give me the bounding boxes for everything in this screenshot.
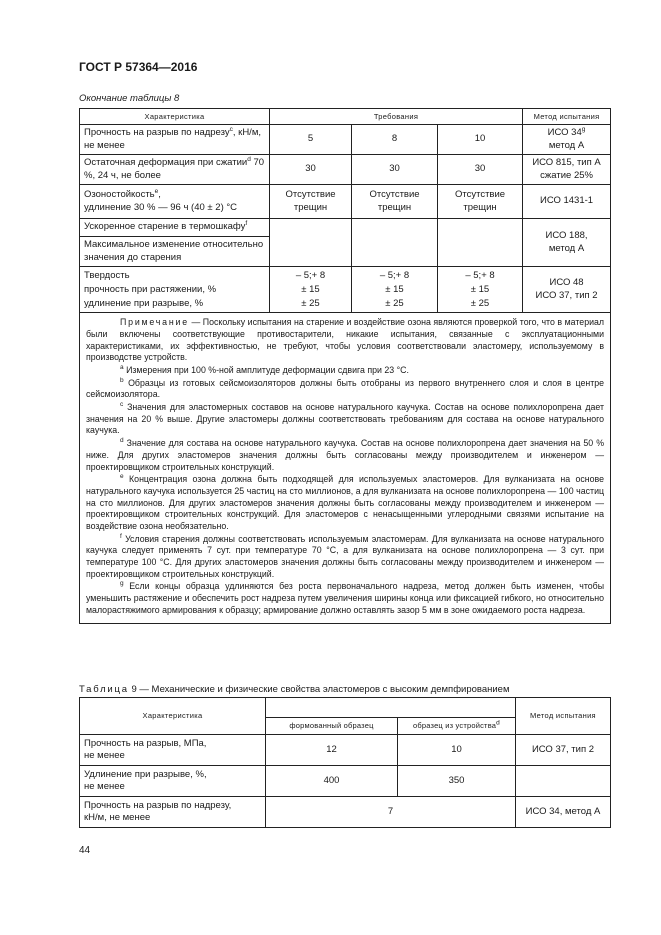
header-method: Метод испытания — [516, 698, 611, 735]
cell-value: Отсутствие трещин — [270, 185, 352, 219]
cell-value: 10 — [438, 125, 523, 155]
table-row — [80, 797, 611, 828]
table-row — [80, 219, 611, 237]
cell-method — [516, 766, 611, 797]
table-header-row — [80, 698, 611, 718]
cell-value: 30 — [270, 155, 352, 185]
table-9 — [79, 697, 611, 828]
cell-method: ИСО 48 ИСО 37, тип 2 — [523, 267, 611, 313]
cell-value: Отсутствие трещин — [352, 185, 438, 219]
note: Примечание — Поскольку испытания на старение и воздействие озона являются проверкой того, что в материал были включены соответствующие противостарители, никакие испытания, связанные с эксплуатационными характеристиками, их эффективностью, не требуют, чтобы условия соответствовали эластомеру, используемому в производстве устройств. — [86, 317, 605, 363]
table-row — [80, 125, 611, 155]
row-label: Остаточная деформация при сжатии$^d$ 70 %, 24 ч, не более — [80, 155, 270, 185]
header-characteristic: Характеристика — [80, 109, 270, 125]
table-row — [80, 766, 611, 797]
row-label: Озоностойкость$^e$, удлинение 30 % — 96 ч (40 ± 2) °С — [80, 185, 270, 219]
cell-empty — [352, 219, 438, 267]
footnote-b: $^b$ Образцы из готовых сейсмоизоляторов должны быть отобраны из первого внутреннего слоя и слоя в центре сейсмоизолятора. — [86, 376, 605, 400]
cell-method: ИСО 34$^g$ метод А — [523, 125, 611, 155]
row-label: Максимальное изменение относительно значения до старения — [80, 237, 270, 267]
header-molded: формованный образец — [266, 718, 398, 735]
header-characteristic: Характеристика — [80, 698, 266, 735]
cell-value: – 5;+ 8 ± 15 ± 25 — [438, 267, 523, 313]
cell-value: 12 — [266, 735, 398, 766]
page-number: 44 — [79, 845, 91, 856]
header-method: Метод испытания — [523, 109, 611, 125]
cell-method: ИСО 1431-1 — [523, 185, 611, 219]
cell-value: 400 — [266, 766, 398, 797]
cell-value: – 5;+ 8 ± 15 ± 25 — [352, 267, 438, 313]
cell-value: 30 — [438, 155, 523, 185]
row-label: Удлинение при разрыве, %, не менее — [80, 766, 266, 797]
header-requirements: Требования — [270, 109, 523, 125]
header-empty — [266, 698, 516, 718]
table9-caption: Таблица 9 — Механические и физические свойства эластомеров с высоким демпфированием — [79, 684, 510, 695]
cell-value: 8 — [352, 125, 438, 155]
cell-value: 30 — [352, 155, 438, 185]
table-row — [80, 185, 611, 219]
table-header-row — [80, 109, 611, 125]
table-8 — [79, 108, 611, 624]
footnote-e: $^e$ Концентрация озона должна быть подходящей для используемых эластомеров. Для вулканизата на основе натурального каучука используется 25 частиц на сто миллионов, а для вулканизата на основе полихлоропрена — 100 частиц на сто миллионов. Для других эластомеров значения должны быть согласованы между производителем и инженером — проектировщиком строительных конструкций. Для эластомеров с ненасыщенными углеродными связями испытание на воздействие озона необязательно. — [86, 473, 605, 531]
row-label: Прочность на разрыв, МПа, не менее — [80, 735, 266, 766]
cell-value: 10 — [398, 735, 516, 766]
cell-method: ИСО 188, метод А — [523, 219, 611, 267]
footnote-f: $^f$ Условия старения должны соответствовать используемым эластомерам. Для вулканизата на основе натурального каучука следует применять 7 сут. при температуре 70 °С, а для вулканизата на основе полихлоропрена — 3 сут. при температуре 100 °С. Для других эластомеров значения должны быть согласованы между производителем и инженером — проектировщиком строительных конструкций. — [86, 532, 605, 579]
cell-value: – 5;+ 8 ± 15 ± 25 — [270, 267, 352, 313]
footnote-a: $^a$ Измерения при 100 %-ной амплитуде деформации сдвига при 23 °С. — [120, 364, 409, 376]
cell-empty — [270, 219, 352, 267]
table8-caption: Окончание таблицы 8 — [79, 93, 180, 104]
row-label: Прочность на разрыв по надрезу$^с$, кН/м, не менее — [80, 125, 270, 155]
cell-value: 5 — [270, 125, 352, 155]
row-label: Прочность на разрыв по надрезу, кН/м, не менее — [80, 797, 266, 828]
table-row — [80, 267, 611, 313]
footnote-g: $^g$ Если концы образца удлиняются без роста первоначального надреза, метод должен быть изменен, чтобы уменьшить растяжение и обеспечить рост надреза путем увеличения ширины конца или фиксацией гибкого, но относительно малорастяжимого армирования к образцу; армирование должно оставлять зазор 5 мм в зоне ожидаемого роста надреза. — [86, 580, 605, 615]
row-label: Твердость прочность при растяжении, % удлинение при разрыве, % — [80, 267, 270, 313]
cell-method: ИСО 815, тип А сжатие 25% — [523, 155, 611, 185]
header-device: образец из устройства$^d$ — [398, 718, 516, 735]
notes-row — [80, 313, 611, 624]
footnote-c: $^c$ Значения для эластомерных составов на основе натурального каучука. Состав на основе полихлоропрена дает значения на 20 % выше. Другие эластомеры должны соответствовать требованиям для состава на основе натурального каучука. — [86, 401, 605, 436]
cell-value: 350 — [398, 766, 516, 797]
row-label: Ускоренное старение в термошкафу$^f$ — [80, 219, 270, 237]
cell-method: ИСО 34, метод А — [516, 797, 611, 828]
table-row — [80, 735, 611, 766]
cell-empty — [438, 219, 523, 267]
cell-value: 7 — [266, 797, 516, 828]
cell-method: ИСО 37, тип 2 — [516, 735, 611, 766]
footnote-d: $^d$ Значение для состава на основе натурального каучука. Состав на основе полихлоропрена дает значения на 50 % ниже. Для других эластомеров значения должны быть согласованы между производителем и инженером — проектировщиком строительных конструкций. — [86, 437, 605, 472]
table-notes — [80, 313, 611, 624]
table-row — [80, 155, 611, 185]
document-header: ГОСТ Р 57364—2016 — [79, 60, 198, 74]
cell-value: Отсутствие трещин — [438, 185, 523, 219]
